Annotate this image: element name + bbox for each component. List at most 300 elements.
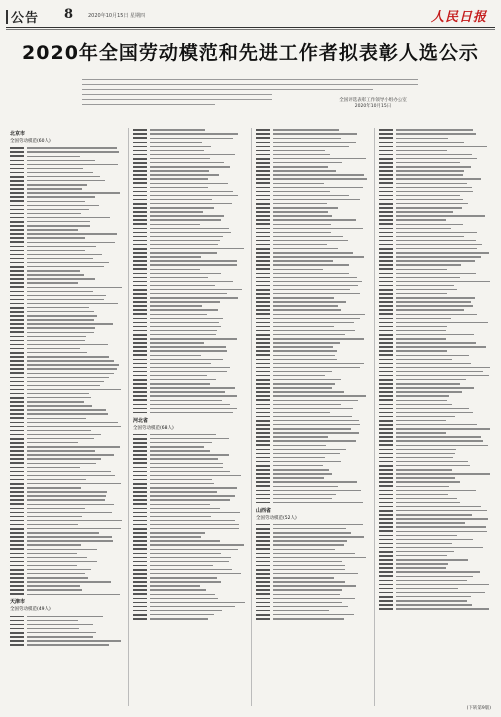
person-name [133,495,147,497]
person-name [379,248,393,250]
person-name [133,158,147,160]
person-description [27,491,107,492]
person-name [10,278,24,280]
person-name [133,577,147,579]
person-name [10,557,24,559]
person-description [273,461,341,462]
person-description [273,549,335,550]
person-name [10,209,24,211]
person-description [150,577,217,578]
person-name [256,318,270,320]
person-description [27,532,99,533]
person-name [10,311,24,313]
person-description [27,196,95,197]
person-name [379,604,393,606]
person-name [379,404,393,406]
person-description [150,195,238,196]
person-name [133,610,147,612]
person-name [10,323,24,325]
person-description [273,326,334,327]
person-description [150,569,232,570]
person-description [27,594,120,595]
person-name [379,469,393,471]
person-name [256,363,270,365]
person-name [133,338,147,340]
person-name [379,510,393,512]
person-description [273,585,356,586]
person-description [273,281,362,282]
person-name [256,399,270,401]
person-description [396,322,488,323]
person-description [27,364,119,365]
person-name [256,154,270,156]
person-name [133,285,147,287]
person-name [256,477,270,479]
person-description [27,640,121,641]
person-name [133,561,147,563]
person-name [10,327,24,329]
person-description [27,483,121,484]
person-name [379,215,393,217]
person-name [133,293,147,295]
person-name [133,334,147,336]
person-description [396,269,447,270]
person-description [273,490,361,491]
person-description [150,146,211,147]
person-description [150,264,237,265]
person-name [133,154,147,156]
person-description [273,532,351,533]
person-description [150,454,229,455]
person-description [273,363,364,364]
list-item [10,643,126,647]
person-name [133,540,147,542]
person-name [10,620,24,622]
person-description [27,168,83,169]
person-name [10,532,24,534]
person-name [379,211,393,213]
person-description [150,277,208,278]
person-name [133,391,147,393]
person-name [256,606,270,608]
person-name [10,397,24,399]
person-name [379,600,393,602]
person-name [379,494,393,496]
person-description [396,580,467,581]
person-name [10,467,24,469]
person-name [10,368,24,370]
person-description [27,426,121,427]
person-description [27,512,112,513]
person-description [150,150,204,151]
person-description [396,232,477,233]
person-description [273,494,336,495]
person-name [379,555,393,557]
person-description [27,516,82,517]
person-description [150,314,207,315]
person-description [150,207,214,208]
person-description [150,610,222,611]
person-description [273,162,342,163]
person-name [379,387,393,389]
person-description [396,138,448,139]
person-name [256,408,270,410]
person-name [256,146,270,148]
signature-org: 全国评选表彰工作领导小组办公室 [339,98,407,103]
list-item [10,592,126,596]
person-name [133,182,147,184]
person-description [150,561,229,562]
person-description [150,322,219,323]
person-name [133,573,147,575]
person-name [379,535,393,537]
person-description [396,498,457,499]
person-description [396,342,476,343]
person-description [396,297,475,298]
person-description [150,318,223,319]
person-name [10,295,24,297]
person-name [133,553,147,555]
person-description [273,215,332,216]
person-description [150,215,224,216]
person-description [150,471,230,472]
person-name [133,450,147,452]
person-description [27,151,119,152]
person-description [273,540,347,541]
person-name [10,644,24,646]
person-description [27,528,121,529]
person-description [396,142,464,143]
person-description [396,318,451,319]
person-name [256,420,270,422]
person-name [133,581,147,583]
person-description [273,264,349,265]
person-description [396,305,473,306]
person-name [10,172,24,174]
person-name [133,219,147,221]
person-description [150,359,223,360]
person-name [133,593,147,595]
person-name [256,391,270,393]
person-description [396,440,483,441]
person-description [273,391,344,392]
person-name [10,233,24,235]
person-description [27,508,85,509]
person-description [27,250,85,251]
person-description [396,260,475,261]
person-description [150,540,220,541]
person-name [256,573,270,575]
person-name [133,359,147,361]
person-description [27,205,99,206]
person-name [256,277,270,279]
person-name [256,359,270,361]
person-name [133,195,147,197]
person-name [10,155,24,157]
person-description [27,246,96,247]
person-name [133,211,147,213]
intro-paragraph [82,79,272,119]
person-description [396,539,473,540]
person-description [396,436,481,437]
person-description [150,491,217,492]
person-description [273,481,357,482]
person-description [396,224,463,225]
person-description [396,183,467,184]
person-description [150,129,205,130]
person-name [379,473,393,475]
person-name [379,563,393,565]
person-description [27,176,100,177]
person-description [273,371,332,372]
section-label [6,7,39,26]
person-name [10,340,24,342]
person-name [379,395,393,397]
person-name [133,395,147,397]
person-description [150,553,221,554]
person-description [396,563,448,564]
person-name [133,532,147,534]
person-name [10,577,24,579]
person-name [10,266,24,268]
person-description [396,408,469,409]
column-heading: 山西省 [256,507,272,514]
person-name [10,422,24,424]
person-name [379,252,393,254]
person-description [273,203,327,204]
person-description [396,158,477,159]
person-name [10,151,24,153]
person-description [27,274,84,275]
person-description [150,532,205,533]
person-description [27,184,87,185]
person-name [379,584,393,586]
list-item [133,410,249,414]
person-name [256,211,270,213]
person-name [133,379,147,381]
person-description [273,170,336,171]
person-description [396,264,461,265]
person-name [256,256,270,258]
person-name [133,438,147,440]
person-description [27,479,86,480]
person-name [256,203,270,205]
person-description [150,404,230,405]
person-name [10,160,24,162]
list-item [379,607,495,611]
page-title: 2020年全国劳动模范和先进工作者拟表彰人选公示 [22,42,479,64]
person-name [133,606,147,608]
person-description [150,408,237,409]
person-name [10,573,24,575]
person-name [10,491,24,493]
person-description [396,191,473,192]
person-name [379,575,393,577]
person-description [396,387,474,388]
person-description [150,450,210,451]
person-name [379,182,393,184]
person-description [396,506,481,507]
person-name [379,137,393,139]
person-name [133,446,147,448]
person-name [379,354,393,356]
person-name [379,379,393,381]
person-name [379,146,393,148]
person-description [27,348,80,349]
person-description [27,540,113,541]
person-description [150,367,230,368]
person-name [10,381,24,383]
person-name [133,129,147,131]
person-name [256,354,270,356]
person-description [273,150,325,151]
person-name [133,387,147,389]
person-description [150,166,230,167]
person-name [256,207,270,209]
person-name [379,174,393,176]
column-1 [10,128,126,647]
person-description [150,338,237,339]
person-name [379,559,393,561]
person-description [150,293,227,294]
person-description [150,495,235,496]
person-description [27,450,95,451]
person-description [150,174,219,175]
person-name [256,322,270,324]
person-description [396,510,487,511]
person-name [379,367,393,369]
person-name [256,379,270,381]
person-description [150,475,241,476]
person-name [133,313,147,315]
person-name [133,326,147,328]
name-list [133,128,249,415]
person-description [396,502,460,503]
person-description [396,604,472,605]
person-description [27,291,93,292]
person-description [150,187,208,188]
person-description [150,158,210,159]
person-description [27,573,85,574]
person-description [396,285,454,286]
person-name [133,354,147,356]
person-name [133,544,147,546]
list-item [256,501,372,505]
person-name [379,432,393,434]
person-description [273,350,337,351]
person-name [133,412,147,414]
person-name [133,297,147,299]
person-description [150,549,238,550]
person-name [133,191,147,193]
person-description [27,636,93,637]
person-name [10,483,24,485]
person-description [27,270,80,271]
person-name [256,309,270,311]
name-list [10,146,126,647]
person-description [150,203,232,204]
person-description [396,449,456,450]
person-name [133,322,147,324]
person-name [133,264,147,266]
person-description [27,377,109,378]
column-2 [133,128,249,621]
person-name [379,412,393,414]
person-name [133,508,147,510]
person-description [27,299,104,300]
person-description [273,561,342,562]
person-name [10,536,24,538]
person-description [273,436,328,437]
person-description [27,524,78,525]
person-name [256,561,270,563]
person-name [379,428,393,430]
person-name [10,299,24,301]
person-name [133,228,147,230]
person-description [396,551,454,552]
person-description [273,236,343,237]
person-description [150,285,215,286]
person-name [379,518,393,520]
person-name [10,393,24,395]
person-description [27,442,78,443]
person-description [396,514,472,515]
person-name [379,490,393,492]
person-description [273,465,323,466]
person-name [379,444,393,446]
date-line: 2020年10月15日 星期四 [88,13,146,19]
person-name [133,346,147,348]
person-description [273,602,342,603]
person-description [273,301,346,302]
person-description [396,457,453,458]
person-description [273,581,345,582]
person-description [396,400,447,401]
person-name [10,282,24,284]
column-subheading: 全国劳动模范(68人) [133,425,174,431]
person-name [133,569,147,571]
person-description [27,262,109,263]
person-name [379,264,393,266]
person-description [273,610,329,611]
person-description [396,477,455,478]
person-name [133,166,147,168]
person-name [256,540,270,542]
person-description [150,520,235,521]
person-name [379,596,393,598]
person-description [27,225,90,226]
person-name [10,217,24,219]
person-description [273,142,356,143]
person-name [133,248,147,250]
person-name [379,244,393,246]
person-description [150,260,237,261]
person-name [379,178,393,180]
person-name [10,291,24,293]
person-description [150,504,210,505]
person-name [133,516,147,518]
person-description [273,309,341,310]
person-name [256,371,270,373]
person-description [396,162,460,163]
person-name [379,408,393,410]
person-name [10,544,24,546]
person-name [10,147,24,149]
person-name [10,499,24,501]
page-number: 8 [64,7,74,22]
person-name [10,561,24,563]
person-name [133,442,147,444]
